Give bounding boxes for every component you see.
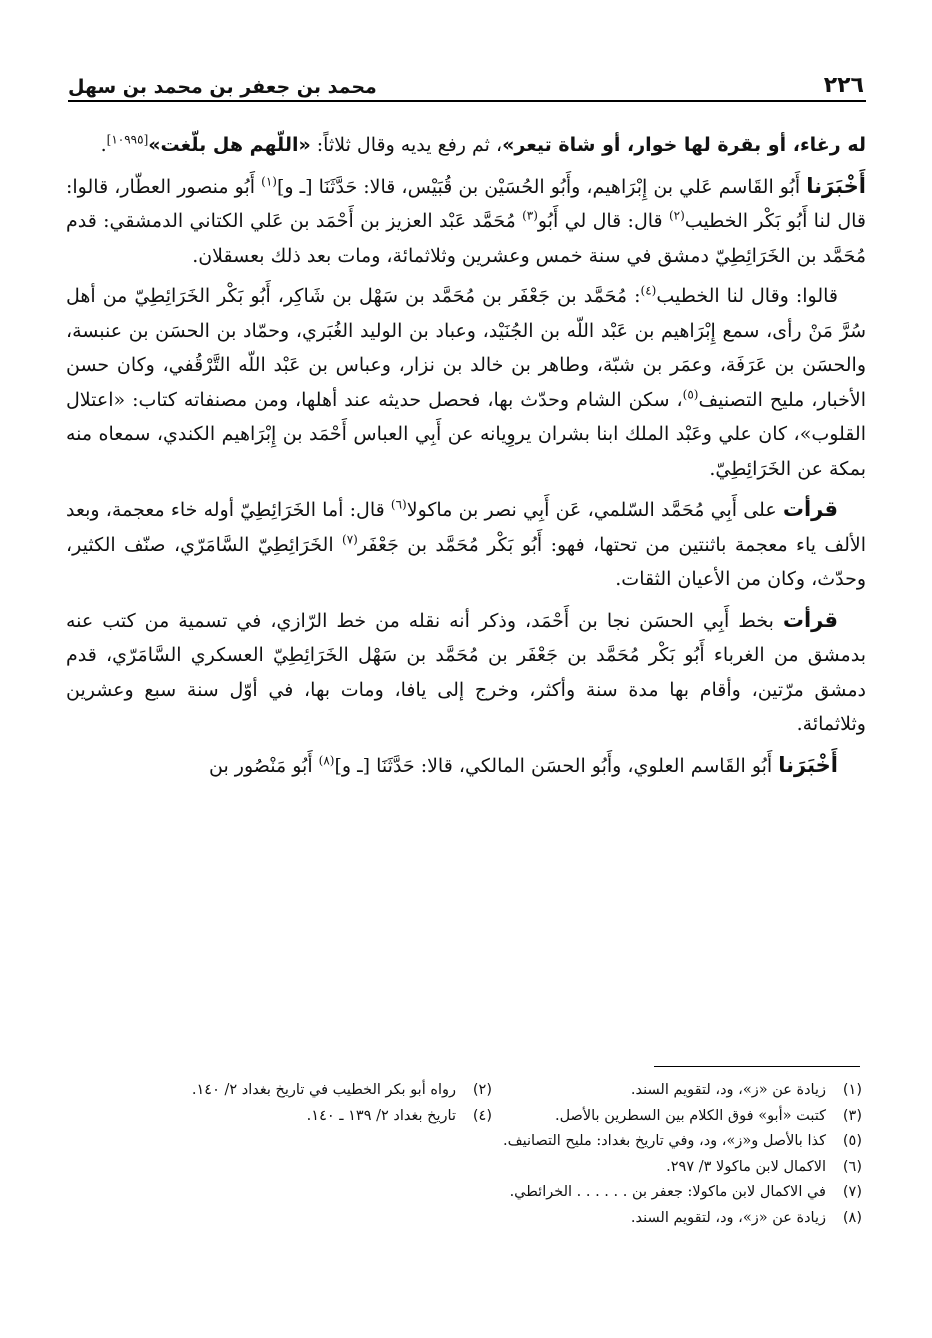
- page-header: [68, 62, 864, 98]
- footnote-number: (٥): [842, 1133, 862, 1150]
- bold-quote: «اللّهم هل بلّغت»: [148, 134, 311, 156]
- text-run: على أَبِي مُحَمَّد السّلمي، عَن أَبِي نصر بن ماكولا: [406, 499, 783, 521]
- footnote-row: [72, 1104, 862, 1130]
- footnote: [192, 1078, 492, 1104]
- main-text: [66, 128, 866, 789]
- footnote-text: زيادة عن «ز»، ود، لتقويم السند.: [630, 1209, 826, 1226]
- footnote-text: كتبت «أبو» فوق الكلام بين السطرين بالأصل.: [554, 1107, 826, 1124]
- text-run: : مُحَمَّد بن جَعْفَر بن مُحَمَّد بن سَهْل بن شَاكِر، أَبُو بَكْر الخَرَائِطِيّ من أهل سُرَّ مَنْ رأى، سمع إِبْرَاهيم بن عَبْد اللّه بن الجُنَيْد، وعباد بن الوليد الغُبَري، وحمّاد بن الحسَن بن عنبسة، والحسَن بن عَرَفَة، وعمَر بن شبّة، وطاهر بن خالد بن نزار، وعباس بن عَبْد اللّه التَّرْقُفي، وكان حسن الأخبار، مليح التصنيف: [66, 285, 866, 411]
- paragraph: [66, 748, 866, 784]
- footnote-text: في الاكمال لابن ماكولا: جعفر بن . . . . . . الخرائطي.: [509, 1184, 826, 1201]
- footnote-row: [72, 1180, 862, 1206]
- footnote-row: [72, 1078, 862, 1104]
- footnote-reference: (٣): [522, 208, 538, 223]
- footnote-text: رواه أبو بكر الخطيب في تاريخ بغداد ٢/ ١٤٠.: [191, 1082, 456, 1098]
- text-run: مُحَمَّد عَبْد العزيز بن أَحْمَد بن عَلي الكتاني الدمشقي: قدم مُحَمَّد بن الخَرَائِطِيّ دمشق في سنة خمس وعشرين وثلاثمائة، ومات بعد ذلك بعسقلان.: [66, 210, 866, 267]
- text-run: أَبُو القَاسم العلوي، وأَبُو الحسَن المالكي، قالا: حَدَّثَنَا [ـ و]: [334, 754, 779, 777]
- text-run: الخَرَائِطِيّ السَّامَرّي، صنّف الكثير، وحدّث، وكان من الأعيان الثقات.: [66, 533, 866, 590]
- footnote: [510, 1180, 862, 1206]
- footnote-number: (٤): [472, 1107, 492, 1124]
- footnote: [503, 1129, 862, 1155]
- lead-word: أَخْبَرَنا: [806, 173, 866, 198]
- text-run: قال: قال لي أَبُو: [537, 210, 669, 232]
- footnote-text: الاكمال لابن ماكولا ٣/ ٢٩٧.: [666, 1158, 826, 1175]
- footnote-row: [72, 1155, 862, 1181]
- footnote-reference: (٢): [668, 208, 685, 223]
- running-title: محمد بن جعفر بن محمد بن سهل: [68, 76, 377, 98]
- paragraph: [66, 279, 866, 486]
- footnote: [631, 1206, 862, 1232]
- footnote-number: (٢): [472, 1082, 492, 1098]
- text-run: قالوا: وقال لنا الخطيب: [656, 285, 839, 307]
- footnote-divider: [654, 1066, 860, 1067]
- footnote-text: كذا بالأصل و«ز»، ود، وفي تاريخ بغداد: مليح التصانيف.: [502, 1133, 826, 1150]
- footnotes: [72, 1078, 862, 1232]
- footnote-number: (٣): [842, 1107, 862, 1124]
- footnote-reference: (١): [261, 174, 277, 189]
- text-run: أَبُو منصور العطّار، قالوا: قال لنا أَبُو بَكْر الخطيب: [66, 175, 866, 232]
- footnote-row: [72, 1206, 862, 1232]
- footnote: [492, 1104, 862, 1130]
- bold-quote: له رغاء، أو بقرة لها خوار، أو شاة تيعر»: [502, 134, 866, 156]
- footnote: [666, 1155, 862, 1181]
- text-run: .: [100, 134, 107, 156]
- footnote-reference: (٧): [342, 532, 358, 547]
- paragraph: [66, 603, 866, 742]
- text-run: ، سكن الشام وحدّث بها، فحصل حديثه عند أهلها، ومن مصنفاته كتاب: «اعتلال القلوب»، كان علي وعَبْد الملك ابنا بشران يروِيانه عن أَبِي العباس أَحْمَد بن إِبْرَاهيم الكندي، سمعاه منه بمكة عن الخَرَائِطِيّ.: [66, 388, 866, 480]
- header-divider: [68, 100, 866, 102]
- page-number: ٢٢٦: [823, 73, 864, 98]
- text-run: أَبُو مَنْصُور بن: [209, 754, 319, 777]
- footnote-reference: (٤): [640, 283, 657, 298]
- paragraph: [66, 128, 866, 163]
- footnote-number: (٧): [842, 1184, 862, 1201]
- text-run: قال: أما الخَرَائِطِيّ أوله خاء معجمة، وبعد الألف ياء معجمة باثنتين من تحتها، فهو: أَبُو بَكْر مُحَمَّد بن جَعْفَر: [66, 499, 866, 556]
- footnote: [307, 1104, 492, 1130]
- footnote-row: [72, 1129, 862, 1155]
- footnote-number: (٨): [842, 1209, 862, 1226]
- footnote-text: زيادة عن «ز»، ود، لتقويم السند.: [630, 1082, 826, 1098]
- lead-word: قرأت: [782, 607, 838, 632]
- footnote-number: (١): [842, 1082, 862, 1098]
- footnote-reference: [١٠٩٩٥]: [106, 132, 149, 147]
- text-run: أَبُو القَاسم عَلي بن إِبْرَاهيم، وأَبُو الحُسَيْن بن قُبَيْس، قالا: حَدَّثَنَا [ـ و]: [276, 175, 807, 198]
- text-run: ، ثم رفع يديه وقال ثلاثاً:: [310, 134, 503, 156]
- lead-word: قرأت: [782, 497, 838, 521]
- paragraph: [66, 492, 866, 597]
- text-run: بخط أَبِي الحسَن نجا بن أَحْمَد، وذكر أنه نقله من خط الرّازي، في تسمية من كتب عنه بدمشق من الغرباء أَبُو بَكْر مُحَمَّد بن جَعْفَر بن مُحَمَّد بن سَهْل الخَرَائِطِيّ العسكري السَّامَرّي، قدم دمشق مرّتين، وأقام بها مدة سنة وأكثر، وخرج إلى يافا، ومات بها، في أوّل سنة سبع وعشرين وثلاثمائة.: [66, 609, 866, 735]
- footnote-text: تاريخ بغداد ٢/ ١٣٩ ـ ١٤٠.: [306, 1107, 456, 1124]
- footnote-reference: (٦): [390, 497, 407, 512]
- lead-word: أَخْبَرَنا: [778, 752, 838, 777]
- paragraph: [66, 169, 866, 274]
- footnote-number: (٦): [842, 1158, 862, 1175]
- footnote: [492, 1078, 862, 1104]
- footnote-reference: (٨): [318, 753, 335, 768]
- footnote-reference: (٥): [682, 387, 699, 402]
